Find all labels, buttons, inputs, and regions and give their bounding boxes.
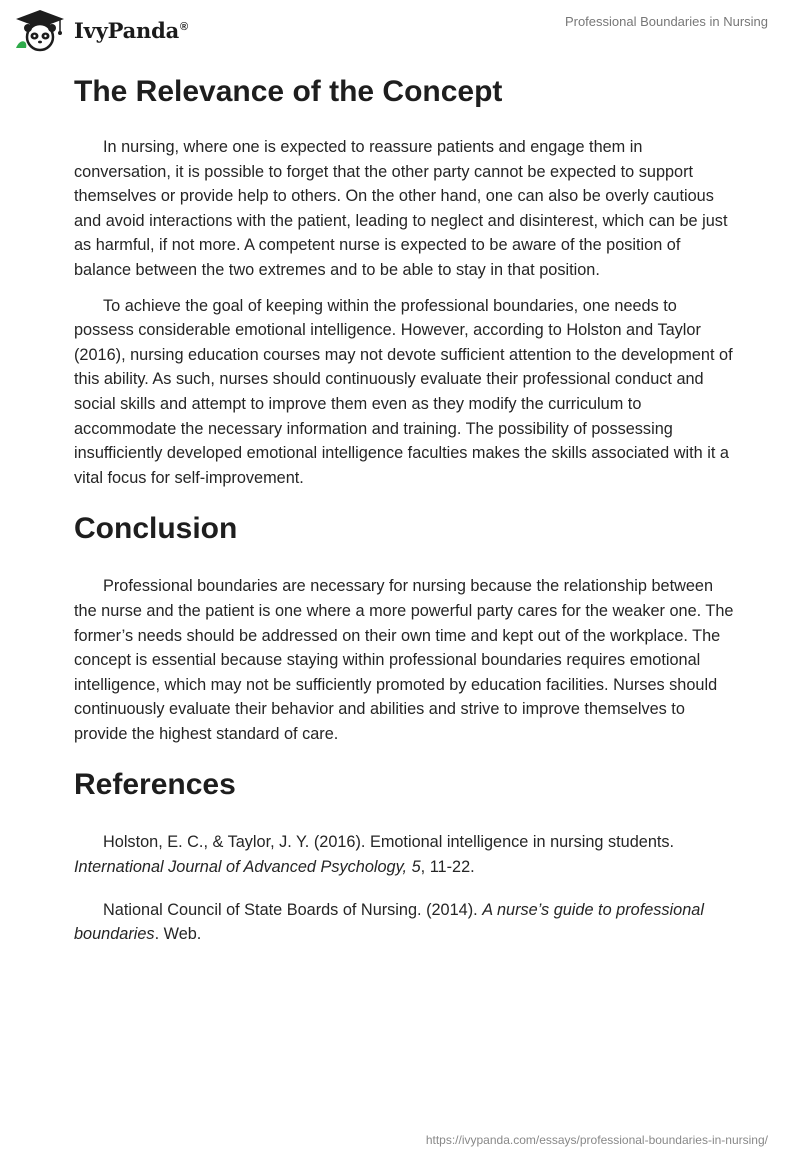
reference-authors: Holston, E. C., & Taylor, J. Y. (2016). Emotional intelligence in nursing students.: [103, 833, 675, 852]
document-title: Professional Boundaries in Nursing: [564, 14, 768, 29]
reference-authors: National Council of State Boards of Nursing. (2014).: [103, 900, 483, 919]
reference-ncsbn: [74, 898, 734, 947]
reference-pages: , 11-22.: [420, 858, 475, 877]
reference-title: A nurse’s guide to professional boundaries: [74, 900, 704, 944]
paragraph-conclusion: Professional boundaries are necessary for nursing because the relationship between the nurse and the patient is one where a more powerful party cares for the weaker one. The former’s needs should be addressed on their own time and kept out of the workplace. The concept is essential because staying within professional boundaries requires emotional intelligence, which may not be sufficiently promoted by education facilities. Nurses should continuously evaluate their behavior and abilities and strive to improve themselves to provide the highest standard of care.: [74, 577, 734, 743]
source-url[interactable]: https://ivypanda.com/essays/professional-boundaries-in-nursing/: [425, 1133, 768, 1147]
page-header: [0, 0, 800, 60]
reference-journal: International Journal of Advanced Psychology, 5: [74, 858, 421, 877]
essay-content: [74, 72, 734, 947]
paragraph-relevance-1: In nursing, where one is expected to reassure patients and engage them in conversation, it is possible to forget that the other party cannot be expected to support themselves or provide help to others. On the other hand, one can also be overly cautious and avoid interactions with the patient, leading to neglect and disinterest, which can be just as harmful, if not more. A competent nurse is expected to be aware of the position of balance between the two extremes and to be able to stay in that position.: [74, 138, 728, 279]
brand-name: IvyPanda®: [74, 17, 188, 43]
heading-relevance: The Relevance of the Concept: [74, 75, 503, 108]
heading-conclusion: Conclusion: [74, 512, 238, 546]
panda-icon: [12, 8, 68, 52]
heading-references: References: [74, 768, 236, 802]
reference-holston: [74, 830, 734, 879]
reference-suffix: . Web.: [154, 925, 202, 944]
ivypanda-logo[interactable]: [12, 8, 188, 52]
paragraph-relevance-2: To achieve the goal of keeping within the professional boundaries, one needs to possess considerable emotional intelligence. However, according to Holston and Taylor (2016), nursing education courses may not devote sufficient attention to the development of this ability. As such, nurses should continuously evaluate their professional conduct and social skills and attempt to improve them even as they modify the curriculum to accommodate the necessary information and training. The possibility of possessing insufficiently developed emotional intelligence faculties makes the skills associated with it a vital focus for self-improvement.: [74, 296, 733, 487]
